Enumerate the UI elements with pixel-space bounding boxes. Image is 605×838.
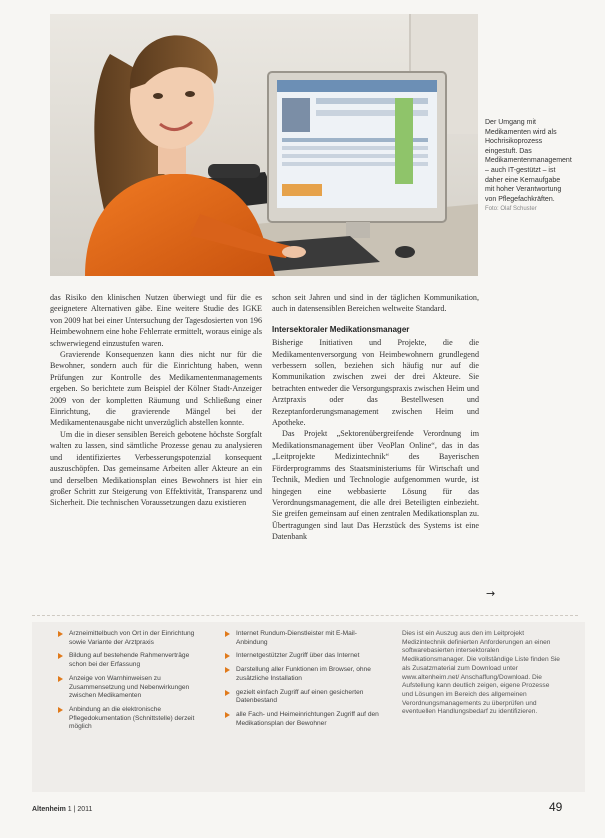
bullet-triangle-icon [58, 653, 63, 659]
nurse-at-computer-illustration [50, 14, 478, 276]
bullet-triangle-icon [225, 631, 230, 637]
list-item: Arzneimittelbuch von Ort in der Einrichtung sowie Variante der Arztpraxis [58, 630, 208, 647]
infobox-list-left [58, 630, 208, 737]
bullet-triangle-icon [58, 631, 63, 637]
section-divider [32, 615, 578, 616]
list-item: Anbindung an die elektronische Pflegedokumentation (Schnittstelle) derzeit möglich [58, 706, 208, 732]
bullet-triangle-icon [225, 690, 230, 696]
photo-caption [485, 118, 571, 215]
left-paragraph-2: Gravierende Konsequenzen kann dies nicht nur für die Bewohner, sondern auch für die Einrichtung haben, wenn Prüfungen zur Kontrolle des Medikamentenmanagements ergeben. So berichtete zum Beispiel der Kölner Stadt-Anzeiger 2009 von der kompletten Räumung und Schließung einer Einrichtung, die gravierende Mängel bei der Medikamentenausgabe nicht unverzüglich abstellen konnte. [50, 350, 262, 428]
photo-credit: Foto: Olaf Schuster [485, 206, 537, 213]
article-left-column [50, 292, 262, 509]
article-right-column [272, 292, 479, 543]
list-item: Anzeige von Warnhinweisen zu Zusammensetzung und Nebenwirkungen zwischen Medikamenten [58, 675, 208, 701]
list-item: Internet Rundum-Dienstleister mit E-Mail-Anbindung [225, 630, 380, 647]
right-paragraph-1: Bisherige Initiativen und Projekte, die die Medikamentenversorgung von Heimbewohnern grundlegend verbessern sollen, beziehen sich häufig nur auf die Kommunikation zwischen zwei der drei Akteure. Sie betrachten entweder die Versorgungspraxis zwischen Heim und Arztpraxis oder das Bestellwesen und Rezeptanforderungsmanagement zwischen Heim und Apotheke. [272, 338, 479, 428]
issue-number: 1 | 2011 [67, 806, 93, 813]
bullet-triangle-icon [225, 667, 230, 673]
bullet-triangle-icon [58, 707, 63, 713]
bullet-triangle-icon [225, 653, 230, 659]
right-intro-paragraph: schon seit Jahren und sind in der täglichen Kommunikation, auch in datensensiblen Bereichen weltweite Standard. [272, 293, 479, 314]
footer-publication [32, 806, 92, 813]
right-paragraph-2: Das Projekt „Sektorenübergreifende Verordnung im Medikationsmanagement über VeoPlan Online“, das in das „Leitprojekte Medizintechnik“ des Bayerischen Förderprogramms des Staatsministeriums für Wirtschaft und Technik, Medien und Technologie aufgenommen wurde, ist hingegen eine webbasierte Lösung für das Verordnungsmanagement, die alle drei Beteiligten einbezieht. Sie greifen gemeinsam auf einen zentralen Medikationsplan zu. Übertragungen sind laut Das Herzstück des Systems ist eine Datenbank [272, 429, 479, 542]
magazine-name: Altenheim [32, 806, 66, 813]
list-item: gezielt einfach Zugriff auf einen gesicherten Datenbestand [225, 689, 380, 706]
bullet-triangle-icon [225, 712, 230, 718]
caption-text: Der Umgang mit Medikamenten wird als Hochrisikoprozess eingestuft. Das Medikamentenmanagement – auch IT-gestützt – ist daher eine Kernaufgabe mit hoher Verantwortung von Pflegefachkräften. [485, 119, 572, 203]
infobox-list-right [225, 630, 380, 733]
page-number: 49 [549, 800, 563, 814]
bullet-triangle-icon [58, 676, 63, 682]
list-item: Internetgestützter Zugriff über das Internet [225, 652, 380, 661]
list-item: Bildung auf bestehende Rahmenverträge schon bei der Erfassung [58, 652, 208, 669]
list-item: Darstellung aller Funktionen im Browser, ohne zusätzliche Installation [225, 666, 380, 683]
infobox-text: Dies ist ein Auszug aus den im Leitprojekt Medizintechnik definierten Anforderungen an einen softwarebasierten intersektoralen Medikationsmanager. Die vollständige Liste finden Sie als Zusatzmaterial zum Download unter www.altenheim.net/ Anschaffung/Download. Die Aufstellung kann deutlich zeigen, eigene Prozesse und Lösungen im Bereich des allgemeinen Verordnungsmanagements zu überprüfen und eventuellen Handlungsbedarf zu identifizieren. [402, 630, 560, 716]
left-paragraph-3: Um die in dieser sensiblen Bereich gebotene höchste Sorgfalt walten zu lassen, sind sämtliche Prozesse genau zu analysieren und identifiziertes Verbesserungspotenzial konsequent auszuschöpfen. Das gemeinsame Arbeiten aller Akteure an ein und derselben Medikationsplan eines Bewohners ist hier ein großer Schritt zur Steigerung von Effektivität, Transparenz und Sicherheit. Die technischen Voraussetzungen dazu existieren [50, 429, 262, 508]
list-item: alle Fach- und Heimeinrichtungen Zugriff auf den Medikationsplan der Bewohner [225, 711, 380, 728]
continue-arrow-icon: → [486, 587, 496, 600]
section-heading: Intersektoraler Medikationsmanager [272, 324, 410, 334]
article-photo [50, 14, 478, 276]
left-paragraph-1: das Risiko den klinischen Nutzen überwiegt und für die es geeignetere Alternativen gäbe. Eine weitere Studie des IGKE von 2009 hat bei einer Untersuchung der Tagesdosierten von 196 Heimbewohnern eine hohe Fehlerrate ermittelt, woraus einige als schwerwiegend einzustufen waren. [50, 293, 262, 348]
